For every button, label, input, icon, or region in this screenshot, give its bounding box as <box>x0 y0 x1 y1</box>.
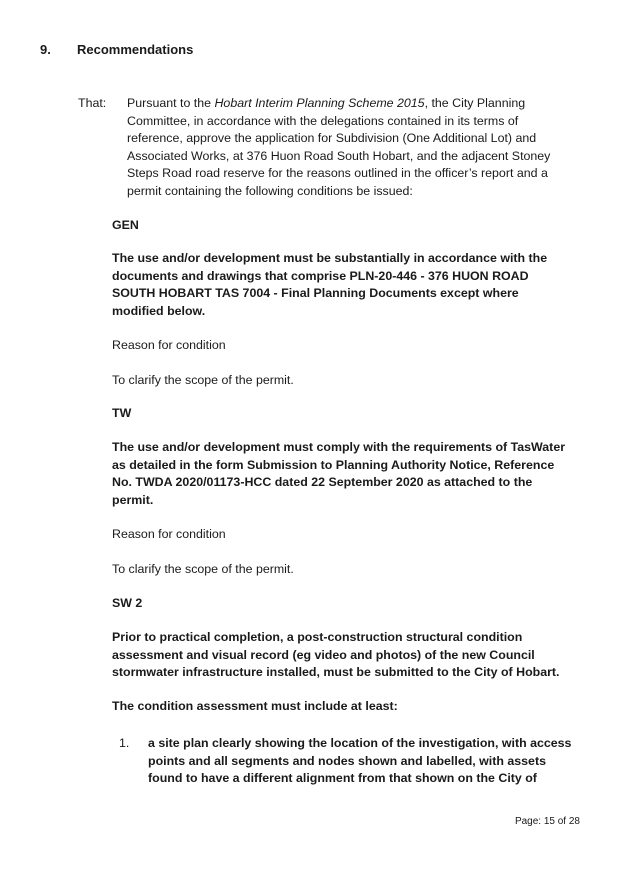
intro-text-before: Pursuant to the <box>127 96 215 110</box>
that-label: That: <box>78 96 107 110</box>
reason-text-tw: To clarify the scope of the permit. <box>112 562 294 576</box>
list-item-text: a site plan clearly showing the location of the investigation, with access points and all segments and nodes shown and labelled, with assets found to have a different alignment from that shown on the City of <box>148 736 572 785</box>
planning-scheme-name: Hobart Interim Planning Scheme 2015 <box>214 96 425 110</box>
condition-text-tw: The use and/or development must comply with the requirements of TasWater as detailed in the form Submission to Planning Authority Notice, Reference No. TWDA 2020/01173-HCC dated 22 September 2020 as attached to the permit. <box>112 440 566 507</box>
reason-text-gen: To clarify the scope of the permit. <box>112 373 294 387</box>
list-item-number: 1. <box>119 736 130 750</box>
reason-label-gen: Reason for condition <box>112 338 226 352</box>
intro-text-after: , the City Planning Committee, in accordance with the delegations contained in its terms of reference, approve the application for Subdivision (One Additional Lot) and Associated Works, at 376 Huon Road South Hobart, and the adjacent Stoney Steps Road road reserve for the reasons outlined in the officer’s report and a permit containing the following conditions be issued: <box>127 96 551 198</box>
section-heading <box>40 41 193 59</box>
condition-text-gen: The use and/or development must be substantially in accordance with the documents and drawings that comprise PLN-20-446 - 376 HUON ROAD SOUTH HOBART TAS 7004 - Final Planning Documents except where modified below. <box>112 251 548 318</box>
condition-code-tw: TW <box>112 406 132 420</box>
section-title: Recommendations <box>77 42 194 57</box>
condition-code-gen: GEN <box>112 218 139 232</box>
intro-paragraph <box>127 95 567 200</box>
condition-text-sw2: Prior to practical completion, a post-construction structural condition assessment and visual record (eg video and photos) of the new Council stormwater infrastructure installed, must be submitted to the City of Hobart. <box>112 630 560 679</box>
page-number: Page: 15 of 28 <box>514 816 580 827</box>
assessment-intro: The condition assessment must include at least: <box>112 699 398 713</box>
reason-label-tw: Reason for condition <box>112 527 226 541</box>
section-number: 9. <box>40 42 51 57</box>
condition-code-sw2: SW 2 <box>112 596 143 610</box>
